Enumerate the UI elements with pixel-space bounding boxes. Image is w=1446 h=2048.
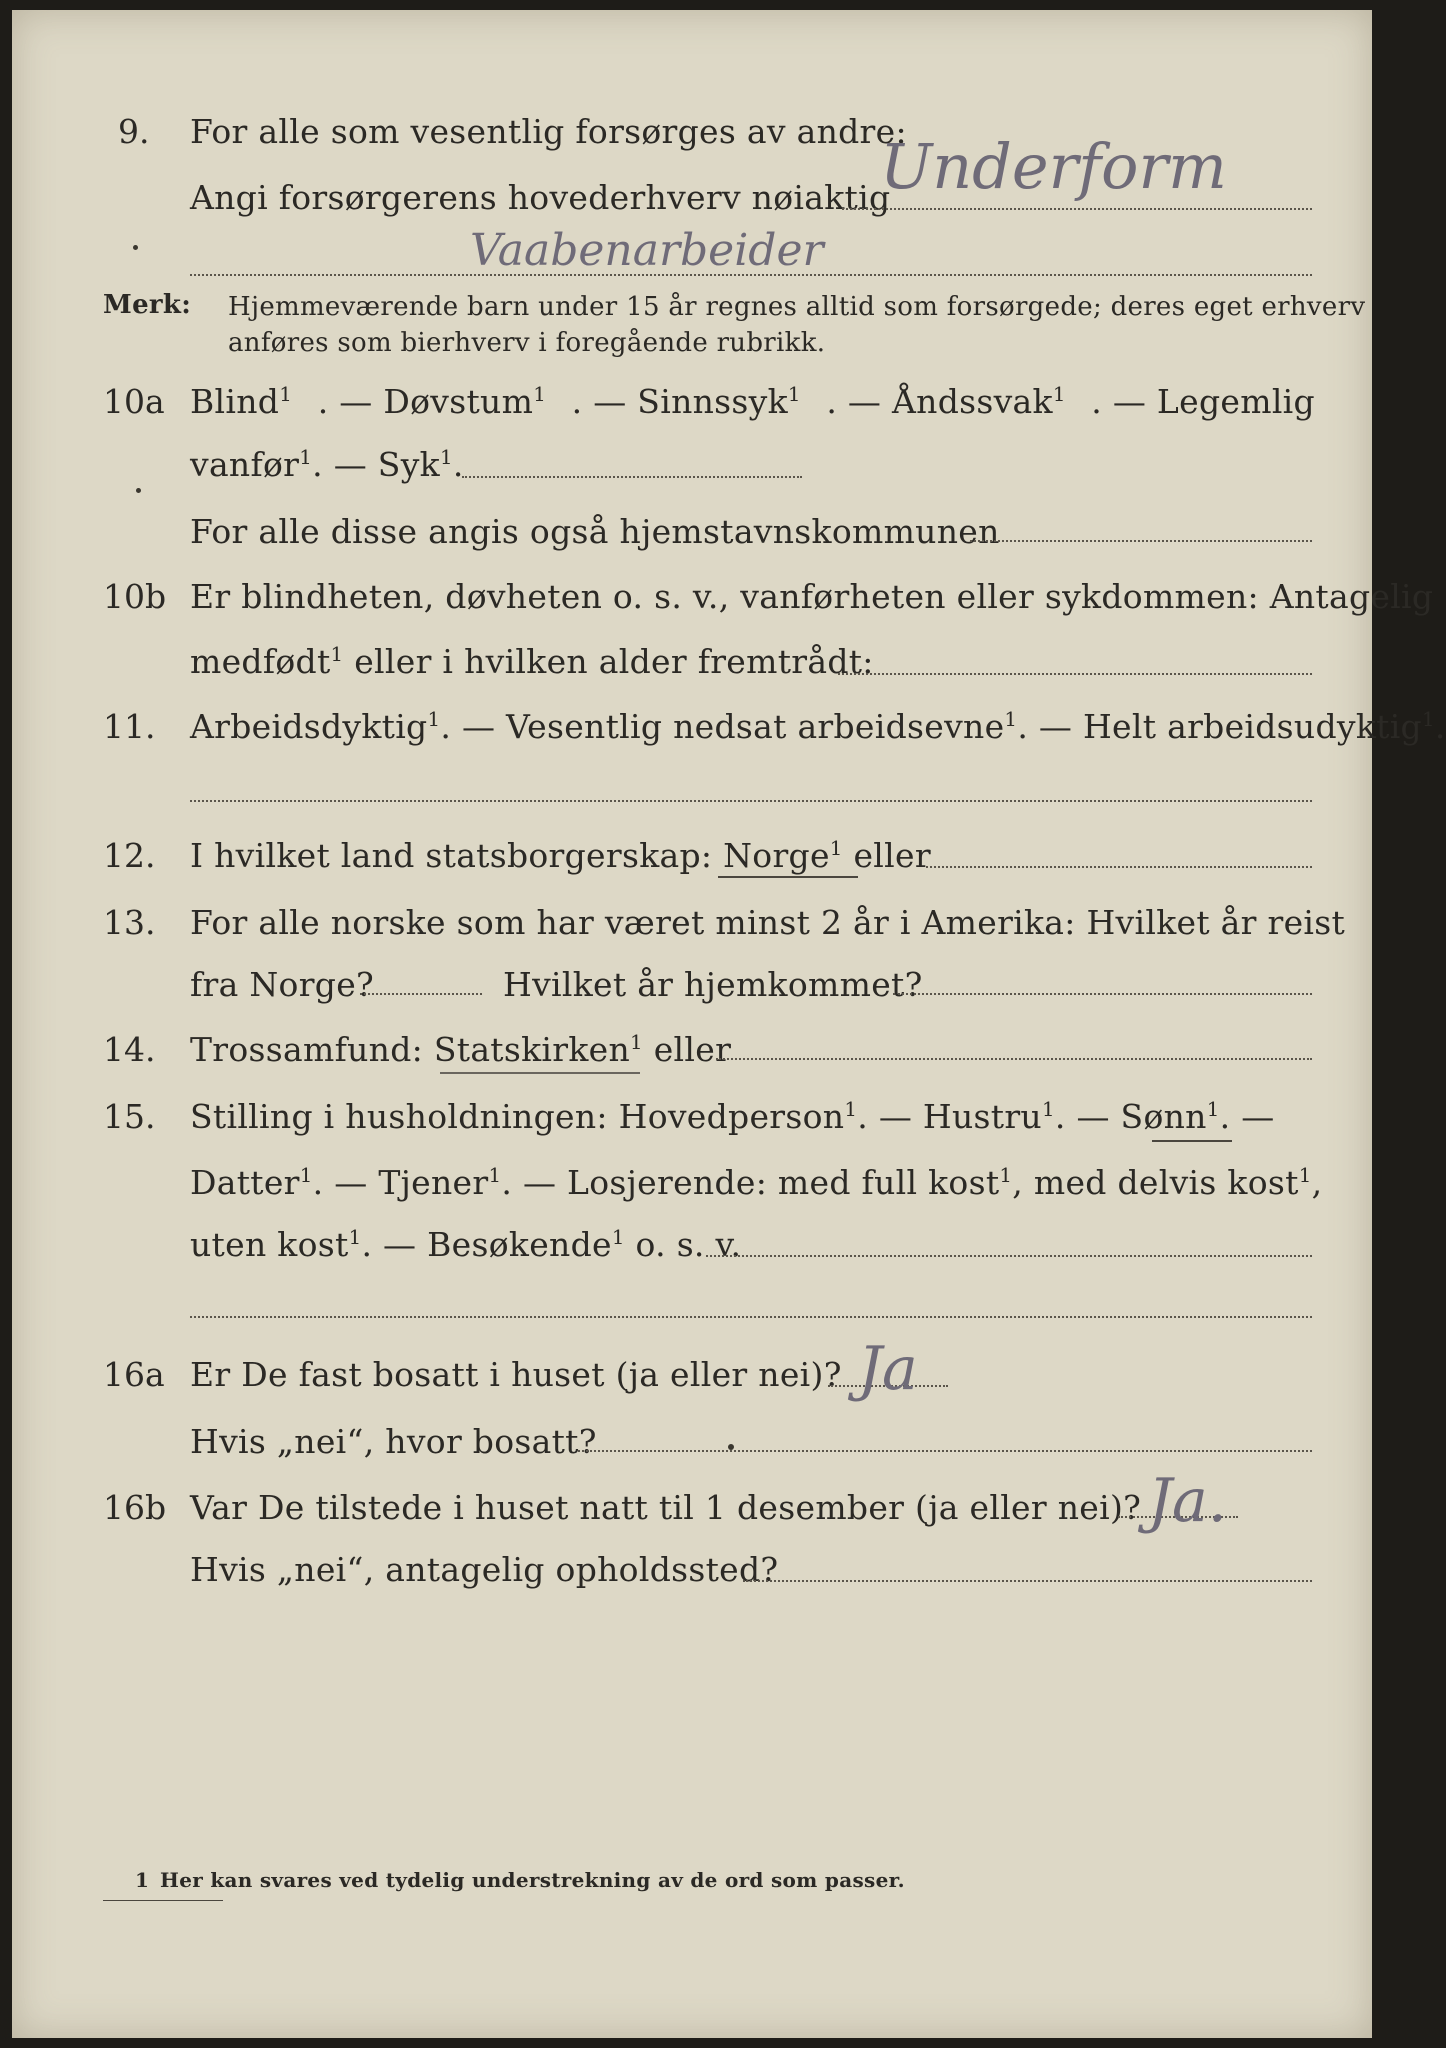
item-16b-line1: Var De tilstede i huset natt til 1 desember (ja eller nei)? xyxy=(190,1488,1142,1527)
option-delvis-kost[interactable]: , med delvis kost xyxy=(1012,1163,1299,1202)
item-10a-answer-line-2 xyxy=(970,540,1312,542)
option-statskirken[interactable]: Statskirken xyxy=(433,1030,631,1069)
item-12-answer-line xyxy=(926,866,1312,868)
item-14-answer-line xyxy=(716,1058,1312,1060)
item-13-hjemkommet-answer-line xyxy=(893,993,1312,995)
item-14-line1: Trossamfund: Statskirken$^1$ eller xyxy=(190,1030,732,1069)
footnote-mark: 1 xyxy=(135,1868,150,1892)
item-16b-opholdssted-answer-line xyxy=(743,1580,1312,1582)
statskirken-underline-mark xyxy=(440,1072,640,1074)
item-15-line1: Stilling i husholdningen: Hovedperson$^1$. — Hustru$^1$. — Sønn$^1$. — xyxy=(190,1097,1275,1136)
option-tjener[interactable]: . — Tjener xyxy=(312,1163,489,1202)
option-andssvak[interactable]: . — Åndssvak xyxy=(826,382,1053,421)
ink-spot xyxy=(136,488,141,493)
item-9-number: 9. xyxy=(118,112,150,151)
option-blind[interactable]: Blind xyxy=(190,382,280,421)
item-16a-handwritten-answer: Ja xyxy=(858,1334,918,1404)
option-hovedperson[interactable]: Stilling i husholdningen: Hovedperson xyxy=(190,1097,845,1136)
item-10b-answer-line xyxy=(838,673,1312,675)
merk-line2: anføres som bierhverv i foregående rubrikk. xyxy=(228,328,826,358)
item-9-line2: Angi forsørgerens hovederhverv nøiaktig xyxy=(190,178,891,217)
item-15-number: 15. xyxy=(103,1097,156,1136)
item-10a-line1: Blind$^1$ . — Døvstum$^1$ . — Sinnssyk$^1$ . — Åndssvak$^1$ . — Legemlig xyxy=(190,382,1315,421)
option-sinnssyk[interactable]: . — Sinnssyk xyxy=(571,382,788,421)
item-10a-line3: For alle disse angis også hjemstavnskommunen xyxy=(190,512,1000,551)
option-uten-kost[interactable]: uten kost xyxy=(190,1225,349,1264)
option-syk[interactable]: . — Syk xyxy=(312,445,440,484)
item-16a-bosatt-answer-line xyxy=(578,1450,1312,1452)
merk-label: Merk: xyxy=(103,290,192,320)
item-10b-line2: medfødt$^1$ eller i hvilken alder fremtrådt: xyxy=(190,642,874,681)
item-10a-answer-line-1 xyxy=(462,476,802,478)
norge-underline-mark xyxy=(718,876,858,878)
item-11-answer-line xyxy=(190,800,1312,802)
item-9-handwritten-answer-2: Vaabenarbeider xyxy=(470,225,824,276)
item-10b-number: 10b xyxy=(103,577,167,616)
item-16b-handwritten-answer: Ja. xyxy=(1148,1466,1227,1536)
item-10a-line2: vanfør$^1$. — Syk$^1$. xyxy=(190,445,464,484)
ink-spot xyxy=(728,1444,734,1450)
item-13-line2a: fra Norge? xyxy=(190,965,375,1004)
option-full-kost[interactable]: . — Losjerende: med full kost xyxy=(501,1163,1000,1202)
option-medfodt[interactable]: medfødt xyxy=(190,642,331,681)
option-besokende[interactable]: . — Besøkende xyxy=(361,1225,612,1264)
item-16b-line2: Hvis „nei“, antagelig opholdssted? xyxy=(190,1550,779,1589)
item-16a-line1: Er De fast bosatt i huset (ja eller nei)? xyxy=(190,1355,842,1394)
item-14-number: 14. xyxy=(103,1030,156,1069)
item-9-line1: For alle som vesentlig forsørges av andre: xyxy=(190,112,907,151)
option-sonn[interactable]: Sønn xyxy=(1120,1097,1207,1136)
item-15-line2: Datter$^1$. — Tjener$^1$. — Losjerende: med full kost$^1$, med delvis kost$^1$, xyxy=(190,1163,1323,1202)
item-11-number: 11. xyxy=(103,707,156,746)
option-arbeidsudyktig[interactable]: . — Helt arbeidsudyktig xyxy=(1017,707,1422,746)
item-13-reist-answer-line xyxy=(360,993,482,995)
item-16b-number: 16b xyxy=(103,1488,167,1527)
option-arbeidsdyktig[interactable]: Arbeidsdyktig xyxy=(190,707,428,746)
item-9-answer-line-2 xyxy=(190,274,1312,276)
option-dovstum[interactable]: . — Døvstum xyxy=(317,382,534,421)
option-datter[interactable]: Datter xyxy=(190,1163,300,1202)
merk-line1: Hjemmeværende barn under 15 år regnes alltid som forsørgede; deres eget erhverv xyxy=(228,292,1366,322)
item-16a-number: 16a xyxy=(103,1355,165,1394)
item-10b-line1: Er blindheten, døvheten o. s. v., vanførheten eller sykdommen: Antagelig xyxy=(190,577,1434,616)
item-13-line2b: Hvilket år hjemkommet? xyxy=(503,965,923,1004)
option-norge[interactable]: Norge xyxy=(723,836,830,875)
item-13-number: 13. xyxy=(103,903,156,942)
item-16a-line2: Hvis „nei“, hvor bosatt? xyxy=(190,1422,597,1461)
item-10a-number: 10a xyxy=(103,382,165,421)
option-vanfor[interactable]: vanfør xyxy=(190,445,300,484)
item-13-line1: For alle norske som har været minst 2 år i Amerika: Hvilket år reist xyxy=(190,903,1346,942)
option-hustru[interactable]: . — Hustru xyxy=(857,1097,1042,1136)
item-12-line1: I hvilket land statsborgerskap: Norge$^1$ eller xyxy=(190,836,931,875)
footnote-text: Her kan svares ved tydelig understrekning av de ord som passer. xyxy=(160,1868,905,1892)
item-9-answer-line-1 xyxy=(842,208,1312,210)
item-15-answer-line-2 xyxy=(190,1316,1312,1318)
item-11-line1: Arbeidsdyktig$^1$. — Vesentlig nedsat arbeidsevne$^1$. — Helt arbeidsudyktig$^1$. xyxy=(190,707,1446,746)
ink-spot xyxy=(133,245,138,250)
item-9-handwritten-answer-1: Underform xyxy=(880,130,1227,203)
item-15-answer-line-1 xyxy=(706,1255,1312,1257)
item-15-line3: uten kost$^1$. — Besøkende$^1$ o. s. v. xyxy=(190,1225,742,1264)
sonn-underline-mark xyxy=(1152,1140,1232,1142)
footnote-rule xyxy=(103,1900,223,1901)
option-nedsat-arbeidsevne[interactable]: . — Vesentlig nedsat arbeidsevne xyxy=(440,707,1005,746)
item-12-number: 12. xyxy=(103,836,156,875)
option-legemlig[interactable]: . — Legemlig xyxy=(1091,382,1315,421)
